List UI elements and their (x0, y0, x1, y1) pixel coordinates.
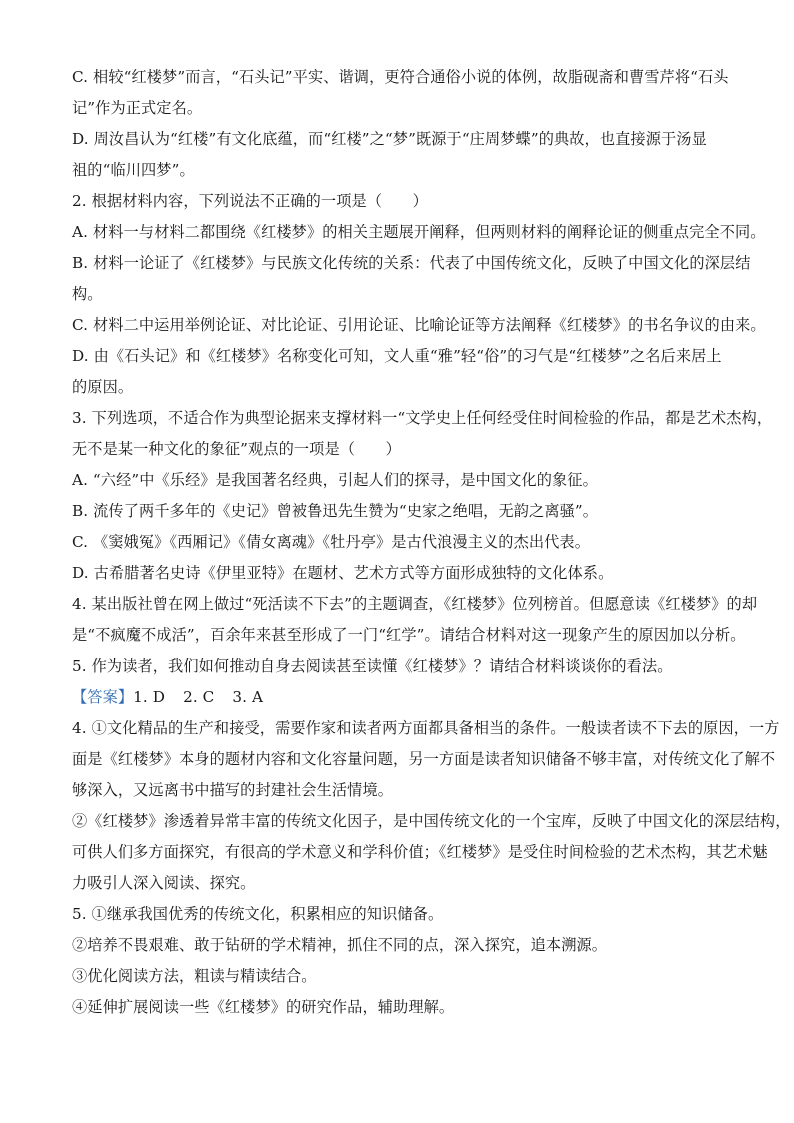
explanation-line: 力吸引人深入阅读、探究。 (72, 874, 256, 892)
text-line: D. 周汝昌认为“红楼”有文化底蕴，而“红楼”之“梦”既源于“庄周梦蝶”的典故，也直接源于汤显 (72, 130, 707, 148)
answer-item: 2. C (183, 688, 215, 706)
explanation-line: 够深入，又远离书中描写的封建社会生活情境。 (72, 781, 394, 799)
question-5: 5. 作为读者，我们如何推动自身去阅读甚至读懂《红楼梦》？请结合材料谈谈你的看法。 (72, 657, 673, 675)
answer-item: 1. D (133, 688, 166, 706)
question-2: 2. 根据材料内容，下列说法不正确的一项是（ ） (72, 192, 428, 210)
text-line: 祖的“临川四梦”。 (72, 161, 195, 179)
answer-tag: 【答案】 (72, 688, 134, 706)
document-page (72, 62, 791, 1023)
explanation-line: ④延伸扩展阅读一些《红楼梦》的研究作品，辅助理解。 (72, 998, 455, 1016)
option-c: C. 《窦娥冤》《西厢记》《倩女离魂》《牡丹亭》是古代浪漫主义的杰出代表。 (72, 533, 591, 551)
explanation-line: 面是《红楼梦》本身的题材内容和文化容量问题，另一方面是读者知识储备不够丰富，对传统文化了解不 (72, 750, 776, 768)
explanation-line: 可供人们多方面探究，有很高的学术意义和学科价值；《红楼梦》是受住时间检验的艺术杰构，其艺术魅 (72, 843, 768, 861)
text-line: 记”作为正式定名。 (72, 99, 203, 117)
option-b: B. 流传了两千多年的《史记》曾被鲁迅先生赞为“史家之绝唱，无韵之离骚”。 (72, 502, 599, 520)
option-a: A. “六经”中《乐经》是我国著名经典，引起人们的探寻，是中国文化的象征。 (72, 471, 598, 489)
answer-line (72, 682, 724, 713)
text-line: 的原因。 (72, 378, 134, 396)
explanation-line: ③优化阅读方法，粗读与精读结合。 (72, 967, 317, 985)
option-d: D. 古希腊著名史诗《伊里亚特》在题材、艺术方式等方面形成独特的文化体系。 (72, 564, 614, 582)
question-4: 4. 某出版社曾在网上做过“死活读不下去”的主题调查，《红楼梦》位列榜首。但愿意读《红楼梦》的却 (72, 595, 758, 613)
option-a: A. 材料一与材料二都围绕《红楼梦》的相关主题展开阐释，但两则材料的阐释论证的侧重点完全不同。 (72, 223, 766, 241)
text-line: C. 相较“红楼梦”而言，“石头记”平实、谐调，更符合通俗小说的体例，故脂砚斋和曹雪芹将“石头 (72, 68, 729, 86)
answer-item: 3. A (232, 688, 264, 706)
option-c: C. 材料二中运用举例论证、对比论证、引用论证、比喻论证等方法阐释《红楼梦》的书名争议的由来。 (72, 316, 766, 334)
question-3: 3. 下列选项，不适合作为典型论据来支撑材料一“文学史上任何经受住时间检验的作品，都是艺术杰构， (72, 409, 773, 427)
explanation-line: 5. ①继承我国优秀的传统文化，积累相应的知识储备。 (72, 905, 444, 923)
text-line: 无不是某一种文化的象征”观点的一项是（ ） (72, 440, 401, 458)
explanation-line: 4. ①文化精品的生产和接受，需要作家和读者两方面都具备相当的条件。一般读者读不下去的原因，一方 (72, 719, 780, 737)
text-line: 构。 (72, 285, 103, 303)
option-d: D. 由《石头记》和《红楼梦》名称变化可知，文人重“雅”轻“俗”的习气是“红楼梦”之名后来居上 (72, 347, 722, 365)
explanation-line: ②《红楼梦》渗透着异常丰富的传统文化因子，是中国传统文化的一个宝库，反映了中国文化的深层结构， (72, 812, 791, 830)
explanation-line: ②培养不畏艰难、敢于钻研的学术精神，抓住不同的点，深入探究，追本溯源。 (72, 936, 608, 954)
option-b: B. 材料一论证了《红楼梦》与民族文化传统的关系：代表了中国传统文化，反映了中国文化的深层结 (72, 254, 751, 272)
text-line: 是“不疯魔不成活”，百余年来甚至形成了一门“红学”。请结合材料对这一现象产生的原因加以分析。 (72, 626, 746, 644)
